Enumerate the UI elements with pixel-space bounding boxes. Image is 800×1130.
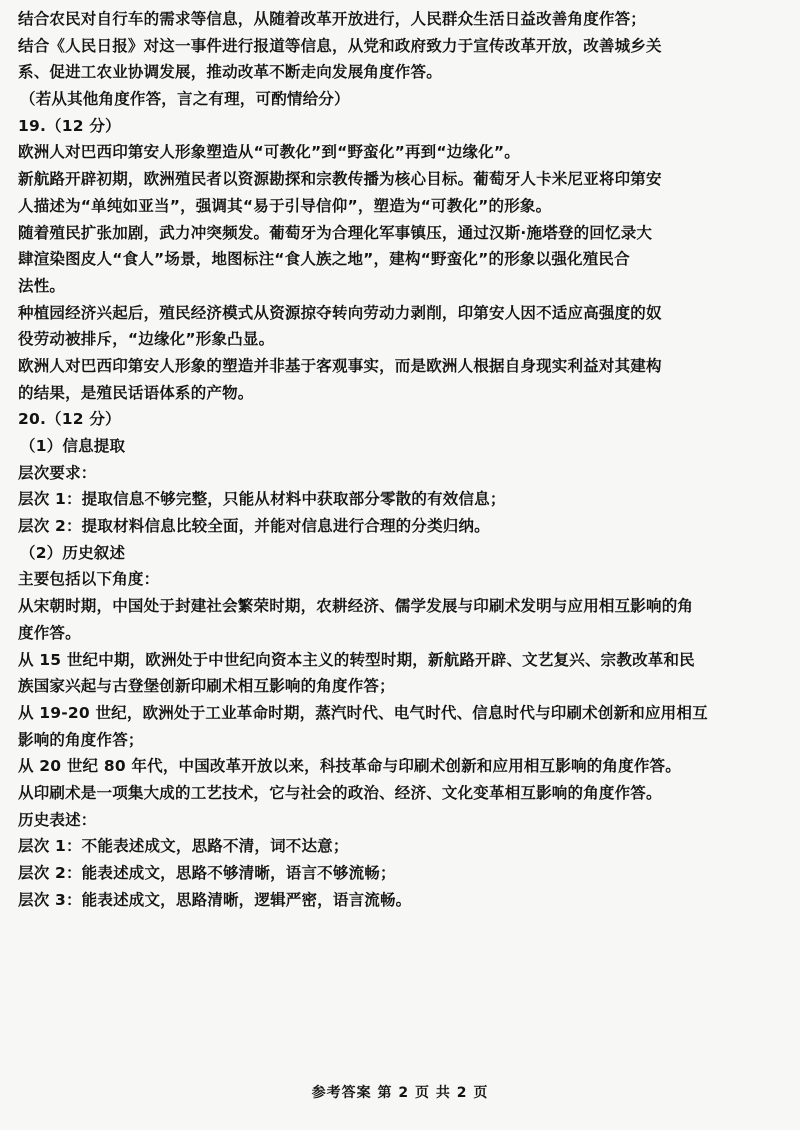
text-line: 役劳动被排斥，“边缘化”形象凸显。 — [18, 330, 275, 349]
text-line: 系、促进工农业协调发展，推动改革不断走向发展角度作答。 — [18, 63, 442, 82]
text-line: 欧洲人对巴西印第安人形象的塑造并非基于客观事实，而是欧洲人根据自身现实利益对其建构 — [18, 356, 662, 375]
text-line: 度作答。 — [18, 623, 81, 642]
page-footer: 参考答案 第 2 页 共 2 页 — [311, 1085, 489, 1101]
text-line: 肆渲染图皮人“食人”场景，地图标注“食人族之地”，建构“野蛮化”的形象以强化殖民合 — [18, 250, 630, 269]
text-line: 从印刷术是一项集大成的工艺技术，它与社会的政治、经济、文化变革相互影响的角度作答。 — [18, 783, 662, 802]
text-line: 层次 2：能表述成文，思路不够清晰，语言不够流畅； — [18, 864, 396, 882]
text-line: 种植园经济兴起后，殖民经济模式从资源掠夺转向劳动力剥削，印第安人因不适应高强度的奴 — [18, 303, 662, 322]
text-line: 结合《人民日报》对这一事件进行报道等信息，从党和政府致力于宣传改革开放，改善城乡关 — [18, 36, 662, 55]
text-line: 从 19-20 世纪，欧洲处于工业革命时期，蒸汽时代、电气时代、信息时代与印刷术创新和应用相互 — [18, 703, 708, 722]
text-line: 影响的角度作答； — [18, 730, 144, 749]
text-line: 法性。 — [18, 276, 66, 295]
text-line: 随着殖民扩张加剧，武力冲突频发。葡萄牙为合理化军事镇压，通过汉斯·施塔登的回忆录大 — [18, 223, 653, 242]
text-line: 主要包括以下角度： — [18, 570, 160, 589]
text-line: 族国家兴起与古登堡创新印刷术相互影响的角度作答； — [18, 677, 395, 696]
text-line: 从 15 世纪中期，欧洲处于中世纪向资本主义的转型时期，新航路开辟、文艺复兴、宗教改革和民 — [18, 650, 695, 669]
text-line: 层次 1：不能表述成文，思路不清，词不达意； — [18, 837, 349, 856]
text-line: 欧洲人对巴西印第安人形象塑造从“可教化”到“野蛮化”再到“边缘化”。 — [18, 143, 520, 162]
text-line: 从宋朝时期，中国处于封建社会繁荣时期，农耕经济、儒学发展与印刷术发明与应用相互影响的角 — [18, 597, 694, 616]
question-heading-19: 19.（12 分） — [18, 116, 121, 135]
text-line: 从 20 世纪 80 年代，中国改革开放以来，科技革命与印刷术创新和应用相互影响的角度作答。 — [18, 757, 681, 776]
question-heading-20: 20.（12 分） — [18, 410, 121, 429]
text-line: 层次 1：提取信息不够完整，只能从材料中获取部分零散的有效信息； — [18, 490, 506, 509]
text-line: 新航路开辟初期，欧洲殖民者以资源勘探和宗教传播为核心目标。葡萄牙人卡米尼亚将印第安 — [18, 170, 662, 189]
answer-text-body — [18, 6, 786, 913]
text-line: 层次 2：提取材料信息比较全面，并能对信息进行合理的分类归纳。 — [18, 517, 490, 536]
text-line: 层次 3：能表述成文，思路清晰，逻辑严密，语言流畅。 — [18, 890, 412, 909]
text-line: 的结果，是殖民话语体系的产物。 — [18, 383, 254, 402]
text-line: 层次要求： — [18, 463, 97, 482]
subsection-heading: （2）历史叙述 — [20, 543, 126, 562]
text-line: （若从其他角度作答，言之有理，可酌情给分） — [20, 90, 350, 109]
text-line: 结合农民对自行车的需求等信息，从随着改革开放进行，人民群众生活日益改善角度作答； — [18, 10, 647, 28]
text-line: 人描述为“单纯如亚当”，强调其“易于引导信仰”，塑造为“可教化”的形象。 — [18, 196, 552, 215]
text-line: 历史表述： — [18, 810, 97, 829]
subsection-heading: （1）信息提取 — [20, 437, 126, 455]
